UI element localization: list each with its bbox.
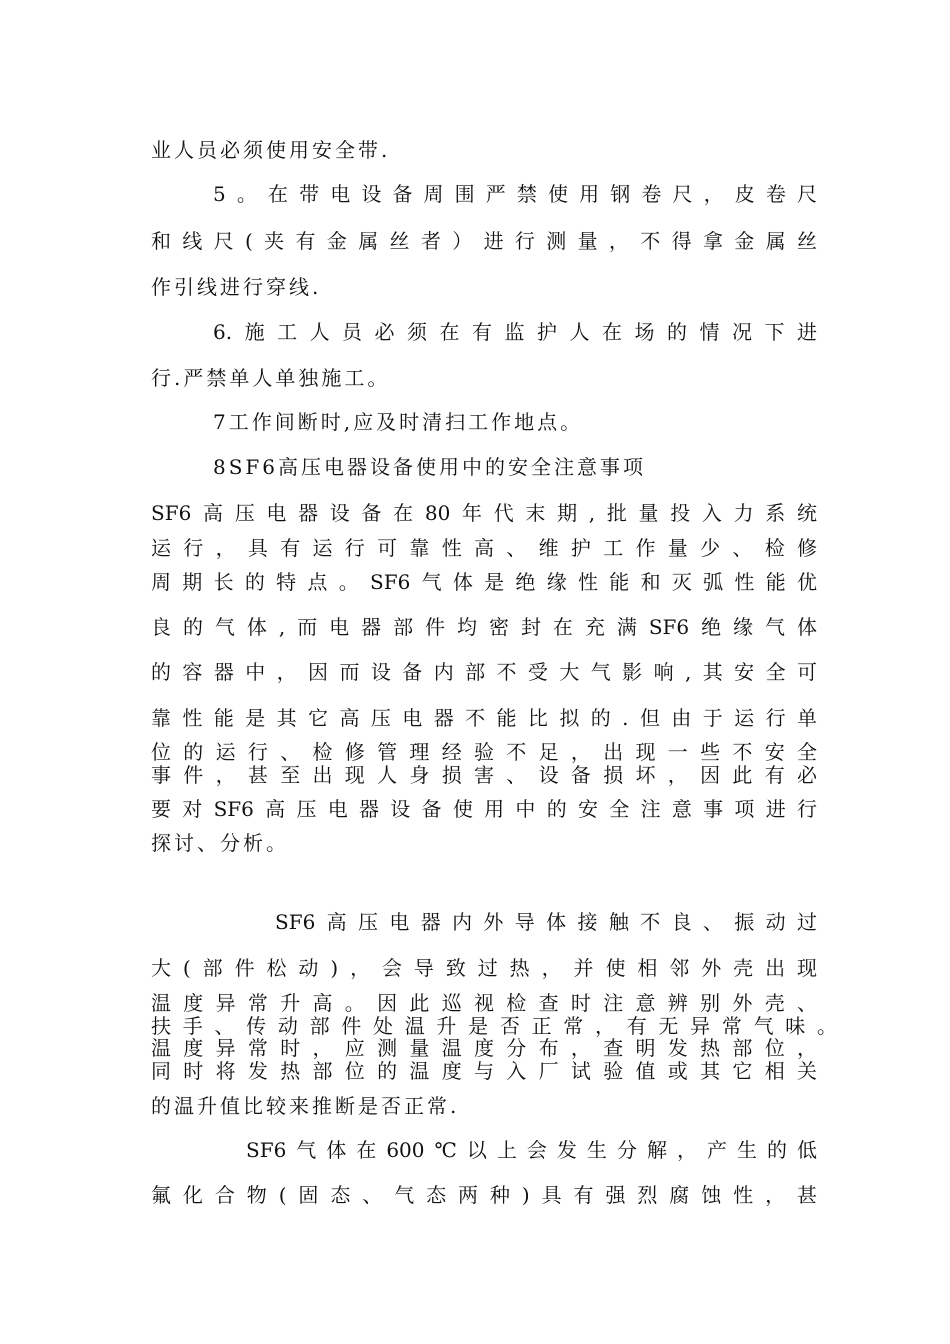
text-line: 同时将发热部位的温度与入厂试验值或其它相关 (151, 1059, 817, 1083)
text-line: 要对SF6高压电器设备使用中的安全注意事项进行 (151, 797, 817, 821)
text-line: 的温升值比较来推断是否正常. (151, 1094, 460, 1118)
text-line: 事件，甚至出现人身损害、设备损坏，因此有必 (151, 763, 817, 787)
text-line: SF6气体在600℃以上会发生分解，产生的低 (246, 1138, 817, 1162)
text-line: 作引线进行穿线. (151, 275, 322, 299)
text-line: 7工作间断时,应及时清扫工作地点。 (213, 410, 584, 434)
text-line: 温度异常升高。因此巡视检查时注意辨别外壳、 (151, 991, 817, 1015)
text-line: 和线尺(夹有金属丝者）进行测量，不得拿金属丝 (151, 229, 817, 253)
text-line: 8SF6高压电器设备使用中的安全注意事项 (213, 455, 647, 479)
text-line: 位的运行、检修管理经验不足，出现一些不安全 (151, 740, 817, 764)
text-line: 靠性能是其它高压电器不能比拟的.但由于运行单 (151, 706, 817, 730)
text-line: 5。在带电设备周围严禁使用钢卷尺，皮卷尺 (213, 182, 817, 206)
text-line: 良的气体,而电器部件均密封在充满SF6绝缘气体 (151, 615, 817, 639)
text-line: 运行，具有运行可靠性高、维护工作量少、检修 (151, 536, 817, 560)
text-line: 温度异常时，应测量温度分布，查明发热部位， (151, 1036, 817, 1060)
text-line: 的容器中，因而设备内部不受大气影响,其安全可 (151, 660, 817, 684)
text-line: 探讨、分析。 (151, 831, 289, 855)
text-line: 扶手、传动部件处温升是否正常，有无异常气味。 (151, 1014, 837, 1038)
text-line: 周期长的特点。SF6气体是绝缘性能和灭弧性能优 (151, 570, 817, 594)
text-line: 氟化合物(固态、气态两种)具有强烈腐蚀性，甚 (151, 1183, 817, 1207)
text-line: 6.施工人员必须在有监护人在场的情况下进 (213, 320, 817, 344)
text-line: 大(部件松动)，会导致过热，并使相邻外壳出现 (151, 956, 817, 980)
text-line: SF6高压电器设备在80年代末期,批量投入力系统 (151, 501, 817, 525)
text-line: 业人员必须使用安全带. (151, 138, 391, 162)
text-line: SF6高压电器内外导体接触不良、振动过 (275, 910, 817, 934)
text-line: 行.严禁单人单独施工。 (151, 366, 391, 390)
